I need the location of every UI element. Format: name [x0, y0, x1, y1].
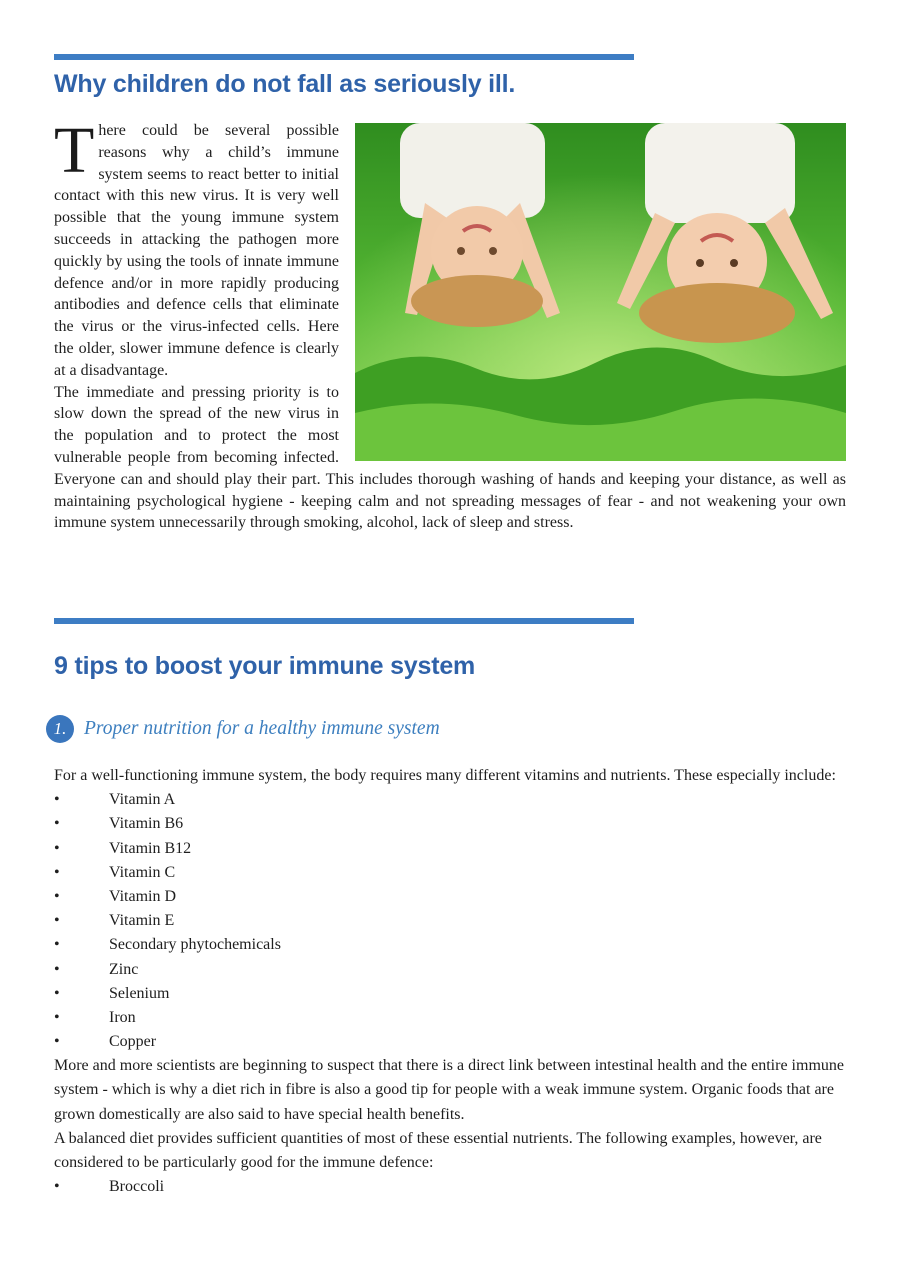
tip-1-body: [54, 764, 846, 1199]
grass-children-illustration: [355, 123, 846, 461]
children-handstand-photo: [355, 123, 846, 461]
intro-paragraph-1: here could be several possible reasons why a child’s immune system seems to react better to initial contact with this new virus. It is very well possible that the young immune system succeeds in attacking the pathogen more quickly by using the tools of innate immune defence and/or in more rapidly producing antibodies and defence cells that eliminate the virus or the virus-infected cells. Here the older, slower immune defence is clearly at a disadvantage.: [54, 122, 339, 379]
list-item: • Copper: [54, 1033, 157, 1051]
nutrient-list: [54, 788, 846, 1054]
tip-number-badge: 1.: [46, 715, 74, 743]
gut-health-paragraph: More and more scientists are beginning to suspect that there is a direct link between intestinal health and the entire immune system - which is why a diet rich in fibre is also a good tip for people with a weak immune system. Organic foods that are grown domestically are also said to have special health benefits.: [54, 1057, 844, 1123]
balanced-diet-paragraph: A balanced diet provides sufficient quantities of most of these essential nutrients. The following examples, however, are considered to be particularly good for the immune defence:: [54, 1129, 822, 1172]
tip-title: Proper nutrition for a healthy immune system: [84, 718, 440, 739]
list-item: • Secondary phytochemicals: [54, 936, 281, 954]
list-item: • Vitamin E: [54, 912, 175, 930]
list-item: • Iron: [54, 1008, 136, 1026]
middle-rule: [54, 618, 634, 624]
intro-paragraph-2: The immediate and pressing priority is to slow down the spread of the new virus in the population and to protect the most vulnerable people from becoming infected. Everyone can and should play their part. This includes thorough washing of hands and keeping your distance, as well as maintaining psychological hygiene - keeping calm and not spreading messages of fear - and not weakening your own immune system unnecessarily through smoking, alcohol, lack of sleep and stress.: [54, 383, 846, 532]
list-item: • Zinc: [54, 960, 139, 978]
intro-text: [54, 114, 846, 534]
list-item: • Vitamin B12: [54, 839, 192, 857]
list-item: • Selenium: [54, 984, 170, 1002]
list-item: • Vitamin D: [54, 887, 177, 905]
top-rule: [54, 54, 634, 60]
drop-cap: T: [54, 114, 95, 187]
food-list: [54, 1175, 846, 1199]
tip-1-heading: [46, 714, 440, 744]
section-title-children: Why children do not fall as seriously ill.: [54, 70, 516, 98]
list-item: • Vitamin B6: [54, 815, 184, 833]
list-item: • Vitamin C: [54, 863, 176, 881]
section-title-tips: 9 tips to boost your immune system: [54, 652, 476, 680]
list-item: • Broccoli: [54, 1178, 165, 1196]
list-item: • Vitamin A: [54, 791, 176, 809]
nutrition-intro: For a well-functioning immune system, the body requires many different vitamins and nutrients. These especially include:: [54, 767, 836, 784]
